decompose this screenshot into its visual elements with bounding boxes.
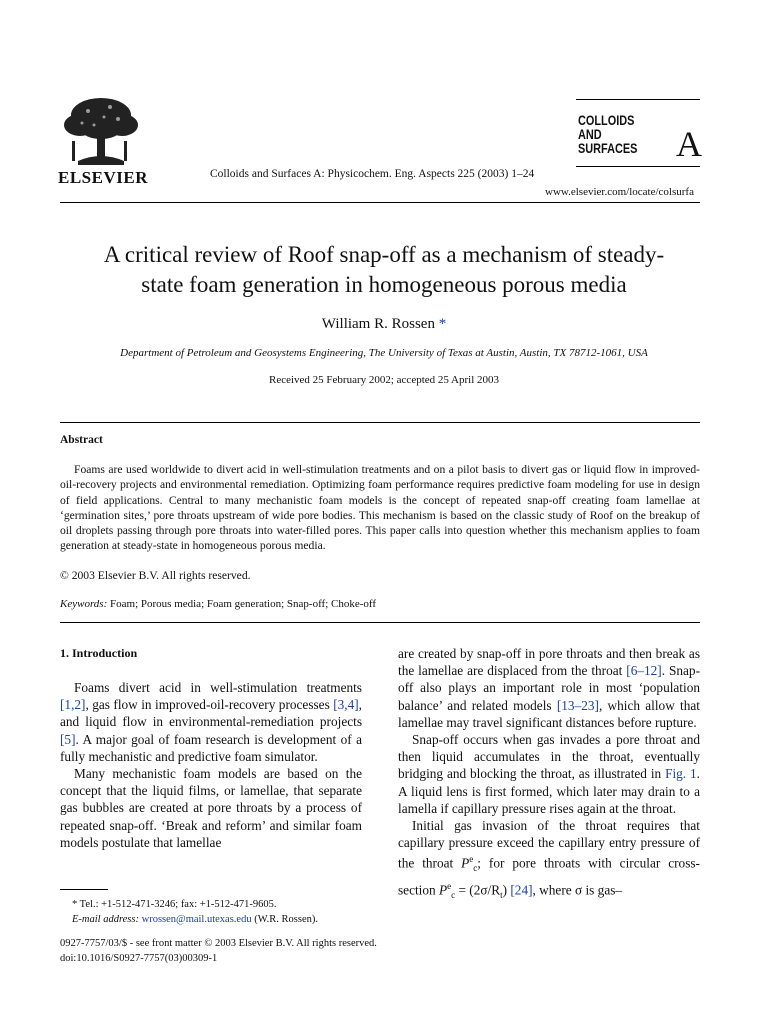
affiliation: Department of Petroleum and Geosystems Engineering, The University of Texas at Austin, Austin, TX 78712-1061, USA: [120, 347, 648, 359]
citation-link[interactable]: [5]: [60, 731, 76, 747]
keywords-label: Keywords:: [60, 598, 108, 610]
citation-link[interactable]: [24]: [510, 882, 533, 898]
elsevier-tree-logo: [58, 95, 144, 167]
journal-logo-line: SURFACES: [578, 140, 638, 156]
email-link[interactable]: wrossen@mail.utexas.edu: [141, 914, 252, 925]
footnote-contact: * Tel.: +1-512-471-3246; fax: +1-512-471-9605.: [72, 899, 277, 910]
citation-link[interactable]: [13–23]: [556, 697, 599, 713]
abstract-text: Foams are used worldwide to divert acid in well-stimulation treatments and on a pilot basis to divert gas or liquid flow in improved-oil-recovery projects and environmental remediation. Optimizing foam performance requires predictive foam modeling for use in design of field applications. Central to many mechanistic foam models is the concept of repeated snap-off creating foam lamellae at ‘germination sites,’ pore throats upstream of wide pore bodies. This mechanism is based on the classic study of Roof on the breakup of oil droplets passing through pore throats into water-filled pores. This paper calls into question whether this mechanism applies to foam generation at steady-state in homogeneous porous media.: [60, 463, 700, 553]
keywords: [60, 598, 376, 610]
journal-logo-line: AND: [578, 126, 602, 142]
author-name: William R. Rossen: [321, 316, 435, 332]
author: [40, 316, 728, 333]
keywords-divider: [60, 622, 700, 623]
article-title-line: state foam generation in homogeneous porous media: [141, 272, 627, 297]
publisher-name: ELSEVIER: [58, 168, 148, 187]
author-footnote-link[interactable]: *: [438, 316, 447, 332]
keywords-list: Foam; Porous media; Foam generation; Snap-off; Choke-off: [110, 598, 377, 610]
email-owner: (W.R. Rossen).: [254, 914, 318, 925]
journal-section-letter: A: [676, 124, 702, 164]
email-label: E-mail address:: [72, 914, 139, 925]
journal-url[interactable]: www.elsevier.com/locate/colsurfa: [545, 186, 694, 198]
citation-link[interactable]: [3,4]: [333, 697, 359, 713]
issn-line: 0927-7757/03/$ - see front matter © 2003 Elsevier B.V. All rights reserved.: [60, 938, 377, 949]
right-column: [398, 645, 700, 904]
citation-link[interactable]: [6–12]: [626, 663, 662, 679]
journal-citation: Colloids and Surfaces A: Physicochem. Eng. Aspects 225 (2003) 1–24: [210, 168, 535, 180]
figure-link[interactable]: Fig. 1: [665, 766, 697, 782]
header-divider: [60, 202, 700, 203]
abstract-divider: [60, 422, 700, 423]
section-heading: 1. Introduction: [60, 646, 138, 660]
footnote-rule: [60, 889, 108, 890]
article-title: [40, 240, 728, 300]
journal-logo-line: COLLOIDS: [578, 112, 635, 128]
journal-logo-text: [578, 113, 637, 155]
intro-paragraph-5: Initial gas invasion of the throat requires that capillary pressure exceed the capillary entry pressure of the throat $P^e_c$; for pore throats with circular cross-section $P^e_c = (2\sigma/R_t)$ [24], where σ is gas–: [398, 818, 700, 900]
doi-line[interactable]: doi:10.1016/S0927-7757(03)00309-1: [60, 953, 218, 964]
intro-paragraph-1: Foams divert acid in well-stimulation treatments [1,2], gas flow in improved-oil-recovery processes [3,4], and liquid flow in environmental-remediation projects [5]. A major goal of foam research is development of a fully mechanistic and predictive foam simulator.: [60, 680, 362, 764]
footnote: [72, 897, 318, 927]
citation-link[interactable]: [1,2]: [60, 697, 86, 713]
intro-paragraph-3: are created by snap-off in pore throats and then break as the lamellae are displaced from the throat [6–12]. Snap-off also plays an important role in most ‘population balance’ and related models [13–23], which allow that lamellae may travel significant distances before rupture.: [398, 646, 701, 730]
publication-info: [60, 936, 377, 966]
abstract-heading: Abstract: [60, 434, 103, 446]
math-symbol: P: [461, 855, 470, 871]
article-title-line: A critical review of Roof snap-off as a mechanism of steady-: [103, 242, 665, 267]
header-rule: [576, 166, 700, 167]
left-column: [60, 679, 362, 851]
intro-paragraph-4: Snap-off occurs when gas invades a pore throat and then liquid accumulates in the throat, eventually bridging and blocking the throat, as illustrated in Fig. 1. A liquid lens is first formed, which later may drain to a lamella if capillary pressure rises again at the throat.: [398, 732, 700, 816]
abstract-copyright: © 2003 Elsevier B.V. All rights reserved.: [60, 569, 251, 582]
received-dates: Received 25 February 2002; accepted 25 April 2003: [268, 374, 500, 386]
equation: = (2σ/R: [458, 882, 501, 898]
intro-paragraph-2: Many mechanistic foam models are based on the concept that the liquid films, or lamellae, that separate gas bubbles are created at pore throats by a process of repeated snap-off. ‘Break and reform’ and similar foam models postulate that lamellae: [60, 766, 362, 850]
footnote-email: [72, 912, 318, 927]
header-rule: [576, 99, 700, 100]
